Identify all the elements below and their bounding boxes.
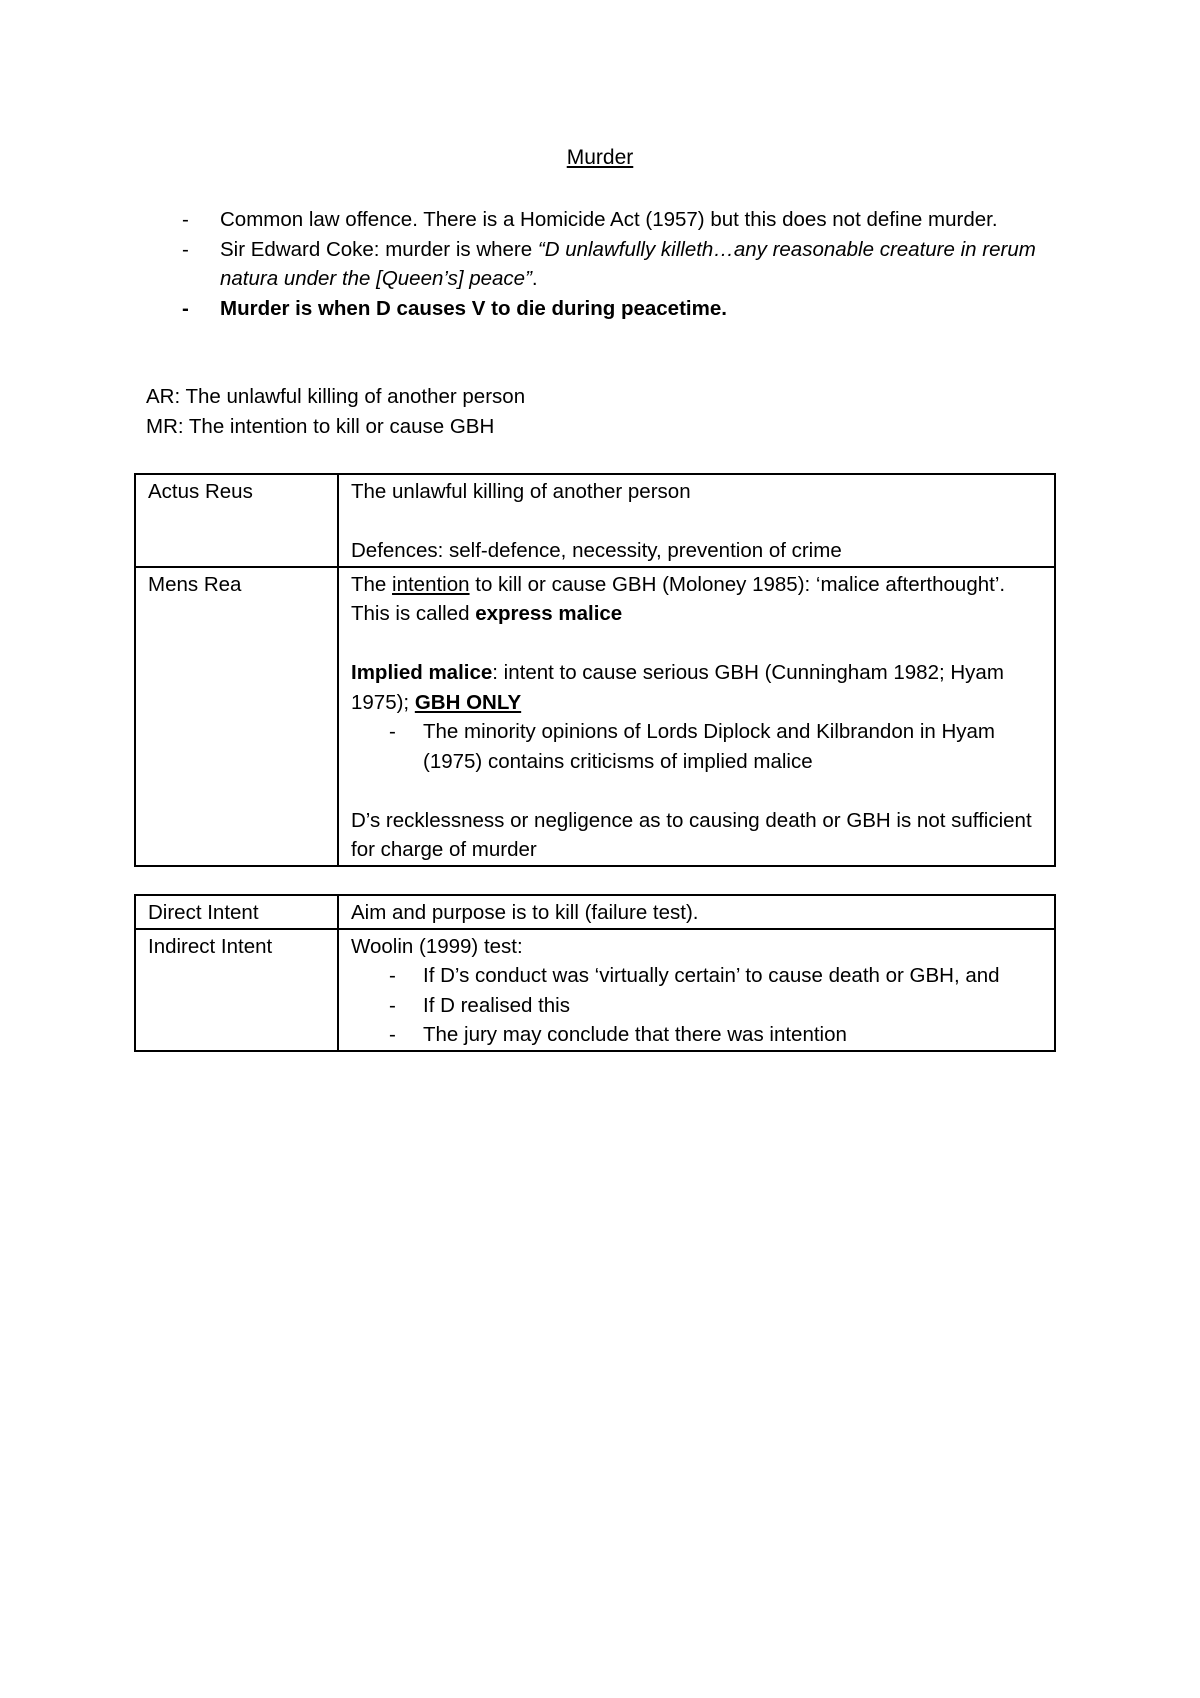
bullet-text: Common law offence. There is a Homicide Act (1957) but this does not define murder. — [220, 208, 998, 231]
text-run: : intent to cause serious GBH (Cunningham 1982; Hyam 1975); — [351, 661, 1004, 714]
actus-reus-definition: The unlawful killing of another person — [351, 480, 691, 503]
list-item — [182, 205, 1062, 235]
list-item — [351, 717, 1042, 776]
table-row — [135, 567, 1055, 866]
row-label: Mens Rea — [135, 567, 338, 866]
row-content: Aim and purpose is to kill (failure test). — [338, 895, 1055, 929]
express-malice-paragraph — [351, 570, 1042, 629]
bullet-dash: - — [182, 237, 189, 261]
row-label: Direct Intent — [135, 895, 338, 929]
mr-line: MR: The intention to kill or cause GBH — [146, 414, 495, 438]
list-item — [351, 991, 1042, 1021]
bullet-text: Murder is when D causes V to die during peacetime. — [220, 296, 727, 320]
woolin-test-lead: Woolin (1999) test: — [351, 934, 523, 958]
bullet-text-prefix: Sir Edward Coke: murder is where — [220, 237, 538, 261]
intention-underlined: intention — [392, 572, 470, 596]
list-item — [182, 235, 1062, 294]
ar-mr-summary — [146, 382, 525, 441]
intent-table — [134, 894, 1056, 1052]
table-row — [135, 895, 1055, 929]
bullet-dash: - — [182, 296, 189, 320]
elements-table — [134, 473, 1056, 867]
text-run: to kill or cause GBH (Moloney 1985): ‘malice afterthought’. This is called — [351, 572, 1006, 625]
bullet-text: If D’s conduct was ‘virtually certain’ to cause death or GBH, and — [423, 964, 1000, 987]
bullet-text-suffix: . — [531, 267, 538, 290]
row-content — [338, 567, 1055, 866]
bullet-dash: - — [389, 1023, 396, 1046]
bullet-dash: - — [389, 993, 396, 1017]
table-row — [135, 474, 1055, 567]
list-item — [351, 961, 1042, 991]
list-item — [351, 1020, 1042, 1050]
bullet-dash: - — [389, 964, 396, 987]
bullet-dash: - — [389, 720, 396, 743]
intro-bullet-list — [182, 205, 1062, 323]
row-label: Indirect Intent — [135, 929, 338, 1051]
table-row — [135, 929, 1055, 1051]
implied-malice-paragraph — [351, 658, 1042, 717]
page-title: Murder — [566, 146, 634, 169]
implied-malice-term: Implied malice — [351, 661, 493, 684]
row-label: Actus Reus — [135, 474, 338, 567]
bullet-text: If D realised this — [423, 993, 570, 1017]
bullet-text: The minority opinions of Lords Diplock and Kilbrandon in Hyam (1975) contains criticisms of implied malice — [423, 720, 996, 773]
express-malice-term: express malice — [475, 602, 623, 625]
gbh-only-emphasis: GBH ONLY — [414, 690, 522, 714]
text-run: The — [351, 572, 393, 596]
list-item — [182, 294, 1062, 324]
row-content — [338, 929, 1055, 1051]
recklessness-paragraph: D’s recklessness or negligence as to causing death or GBH is not sufficient for charge of murder — [351, 808, 1032, 861]
bullet-dash: - — [182, 208, 189, 231]
row-content — [338, 474, 1055, 567]
bullet-text: The jury may conclude that there was intention — [423, 1023, 847, 1046]
ar-line: AR: The unlawful killing of another person — [146, 385, 526, 408]
defences-text: Defences: self-defence, necessity, prevention of crime — [351, 539, 842, 562]
coke-quote: “D unlawfully killeth…any reasonable creature in rerum natura under the [Queen’s] peace” — [220, 237, 1036, 290]
